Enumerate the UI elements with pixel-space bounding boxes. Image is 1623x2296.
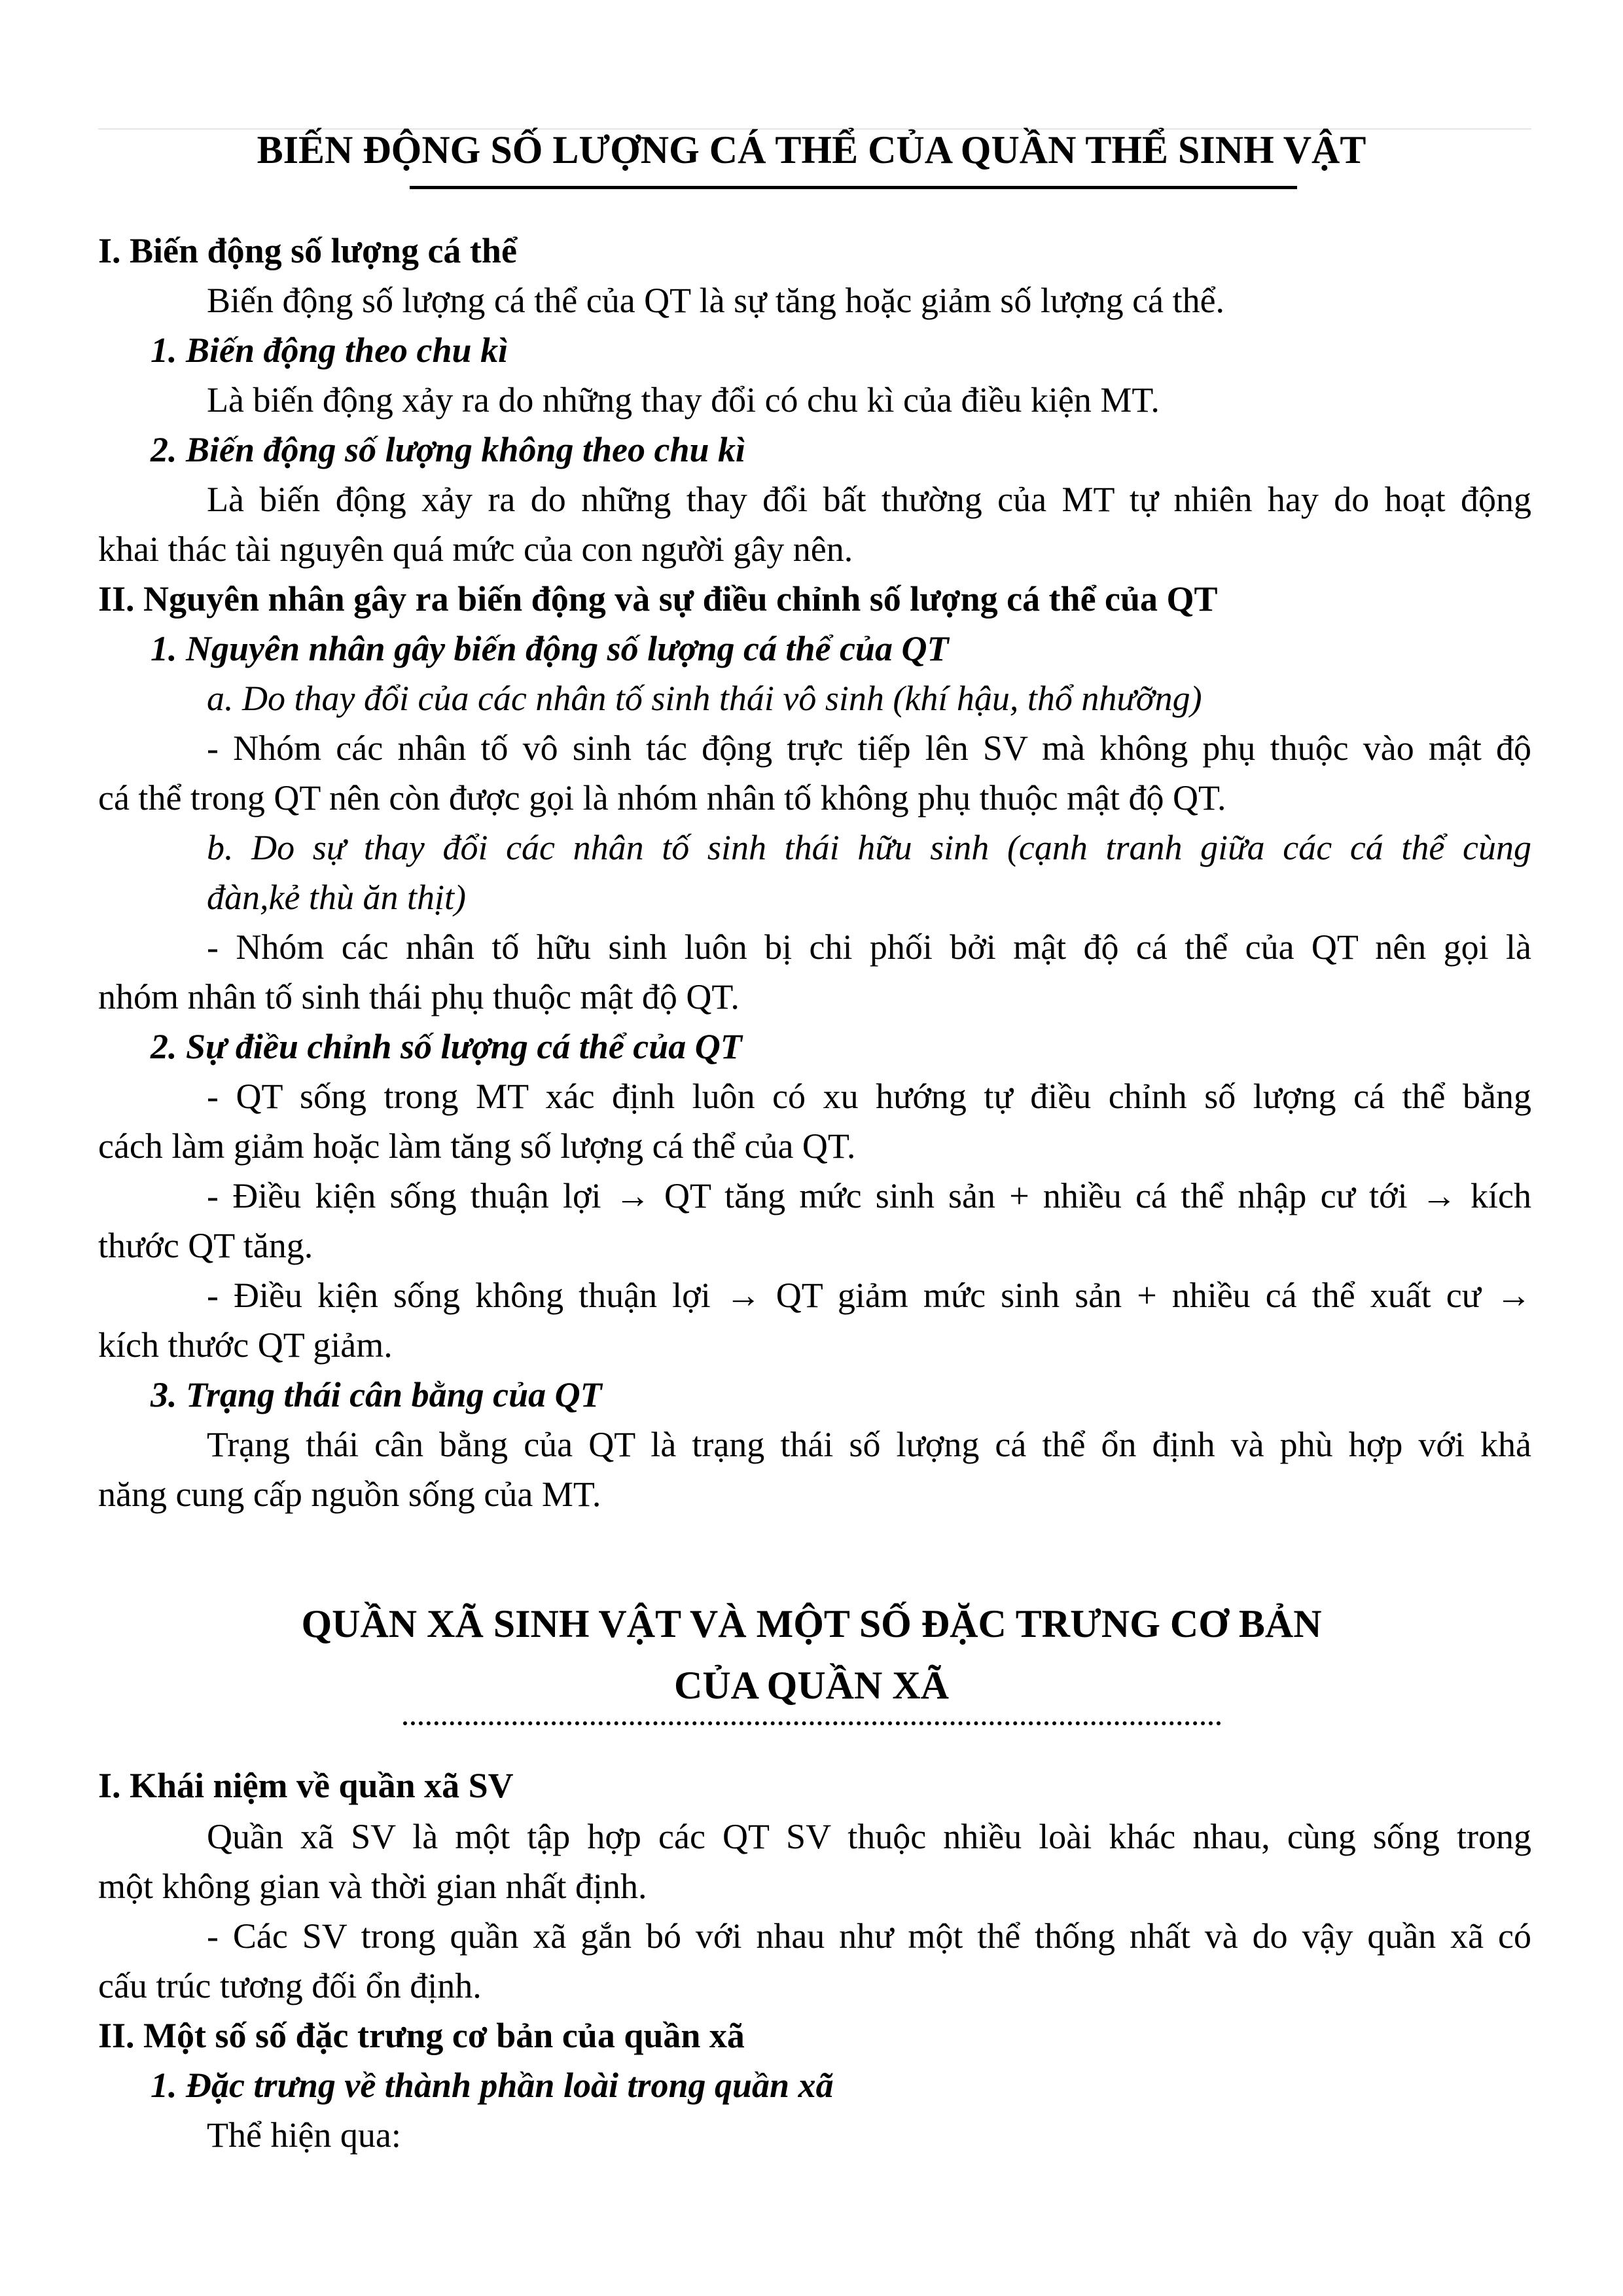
paragraph-line: nhóm nhân tố sinh thái phụ thuộc mật độ QT. xyxy=(98,977,740,1016)
paragraph-line: thước QT tăng. xyxy=(98,1226,313,1265)
paragraph-line: - QT sống trong MT xác định luôn có xu hướng tự điều chỉnh số lượng cá thể bằng xyxy=(207,1077,1531,1116)
title-underline-dotted xyxy=(403,1721,1221,1725)
subsection-heading: 3. Trạng thái cân bằng của QT xyxy=(151,1375,602,1414)
subsection-heading: 1. Nguyên nhân gây biến động số lượng cá thể của QT xyxy=(151,629,949,668)
section-heading: II. Nguyên nhân gây ra biến động và sự điều chỉnh số lượng cá thể của QT xyxy=(98,579,1218,619)
paragraph-line: cá thể trong QT nên còn được gọi là nhóm nhân tố không phụ thuộc mật độ QT. xyxy=(98,778,1226,817)
paragraph-line: - Điều kiện sống không thuận lợi → QT giảm mức sinh sản + nhiều cá thể xuất cư → xyxy=(207,1276,1531,1315)
paragraph-line: Là biến động xảy ra do những thay đổi có chu kì của điều kiện MT. xyxy=(207,380,1160,420)
paragraph-line: một không gian và thời gian nhất định. xyxy=(98,1867,647,1906)
subsection-heading: 1. Đặc trưng về thành phần loài trong quần xã xyxy=(151,2066,834,2105)
paragraph-line: năng cung cấp nguồn sống của MT. xyxy=(98,1475,601,1514)
section-heading: II. Một số số đặc trưng cơ bản của quần xã xyxy=(98,2016,745,2055)
paragraph-line: cấu trúc tương đối ổn định. xyxy=(98,1966,482,2005)
subsection-heading: 2. Sự điều chỉnh số lượng cá thể của QT xyxy=(151,1027,742,1066)
paragraph-line: Biến động số lượng cá thể của QT là sự tăng hoặc giảm số lượng cá thể. xyxy=(207,281,1225,320)
paragraph-line: Là biến động xảy ra do những thay đổi bất thường của MT tự nhiên hay do hoạt động xyxy=(207,480,1531,519)
sub-subsection-heading: a. Do thay đổi của các nhân tố sinh thái vô sinh (khí hậu, thổ nhưỡng) xyxy=(207,679,1202,718)
section-heading: I. Biến động số lượng cá thể xyxy=(98,231,517,270)
sub-subsection-heading: đàn,kẻ thù ăn thịt) xyxy=(207,878,466,917)
sub-subsection-heading: b. Do sự thay đổi các nhân tố sinh thái hữu sinh (cạnh tranh giữa các cá thể cùng xyxy=(207,828,1531,867)
page-title-community: QUẦN XÃ SINH VẬT VÀ MỘT SỐ ĐẶC TRƯNG CƠ BẢN xyxy=(301,1602,1322,1645)
paragraph-line: Trạng thái cân bằng của QT là trạng thái số lượng cá thể ổn định và phù hợp với khả xyxy=(207,1425,1531,1464)
subsection-heading: 1. Biến động theo chu kì xyxy=(151,331,508,370)
paragraph-line: - Điều kiện sống thuận lợi → QT tăng mức sinh sản + nhiều cá thể nhập cư tới → kích xyxy=(207,1176,1531,1215)
paragraph-line: kích thước QT giảm. xyxy=(98,1325,393,1365)
page-title-population-fluctuation: BIẾN ĐỘNG SỐ LƯỢNG CÁ THỂ CỦA QUẦN THỂ SINH VẬT xyxy=(257,128,1366,171)
paragraph-line: - Nhóm các nhân tố hữu sinh luôn bị chi phối bởi mật độ cá thể của QT nên gọi là xyxy=(207,927,1531,967)
paragraph-line: khai thác tài nguyên quá mức của con người gây nên. xyxy=(98,529,853,569)
paragraph-line: cách làm giảm hoặc làm tăng số lượng cá thể của QT. xyxy=(98,1126,856,1166)
paragraph-line: - Nhóm các nhân tố vô sinh tác động trực tiếp lên SV mà không phụ thuộc vào mật độ xyxy=(207,728,1531,768)
subsection-heading: 2. Biến động số lượng không theo chu kì xyxy=(151,430,746,469)
page-title-community-line2: CỦA QUẦN XÃ xyxy=(674,1664,949,1707)
title-underline xyxy=(410,186,1297,189)
paragraph-line: - Các SV trong quần xã gắn bó với nhau như một thể thống nhất và do vậy quần xã có xyxy=(207,1916,1531,1956)
paragraph-line: Thể hiện qua: xyxy=(207,2115,401,2155)
section-heading: I. Khái niệm về quần xã SV xyxy=(98,1766,514,1805)
paragraph-line: Quần xã SV là một tập hợp các QT SV thuộc nhiều loài khác nhau, cùng sống trong xyxy=(207,1817,1531,1856)
